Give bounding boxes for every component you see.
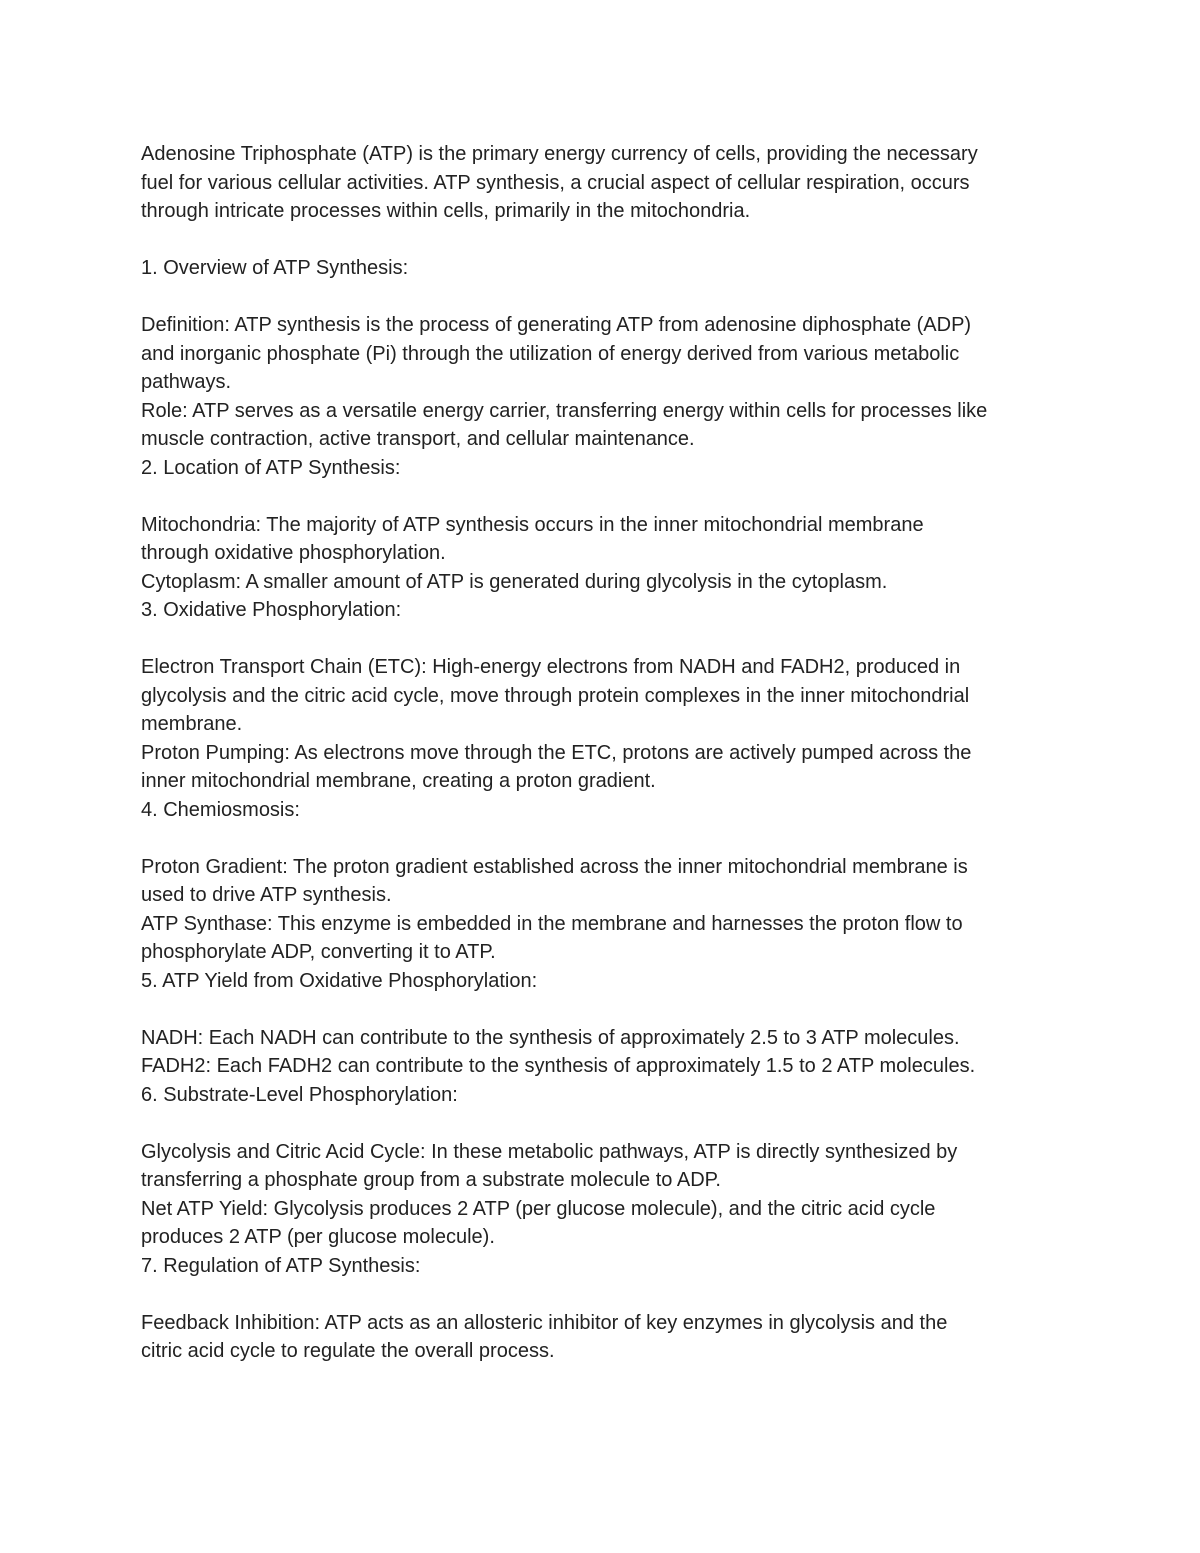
section-line: Glycolysis and Citric Acid Cycle: In these metabolic pathways, ATP is directly synthesized by — [141, 1140, 958, 1163]
section-heading: 5. ATP Yield from Oxidative Phosphorylation: — [141, 969, 538, 992]
paragraph-gap — [141, 283, 1071, 312]
intro-line: Adenosine Triphosphate (ATP) is the primary energy currency of cells, providing the necessary — [141, 143, 978, 165]
section-line: muscle contraction, active transport, and cellular maintenance. — [141, 428, 695, 450]
section-line: used to drive ATP synthesis. — [141, 884, 392, 906]
section-line: membrane. — [141, 713, 243, 735]
section-line: and inorganic phosphate (Pi) through the utilization of energy derived from various metabolic — [141, 342, 960, 365]
section-line: inner mitochondrial membrane, creating a proton gradient. — [141, 770, 656, 792]
section-line: citric acid cycle to regulate the overall process. — [141, 1340, 555, 1362]
section-line: NADH: Each NADH can contribute to the synthesis of approximately 2.5 to 3 ATP molecules. — [141, 1026, 960, 1049]
document-page — [141, 140, 1071, 1366]
section-line: ATP Synthase: This enzyme is embedded in the membrane and harnesses the proton flow to — [141, 912, 963, 935]
section-line: pathways. — [141, 371, 232, 393]
section-line: phosphorylate ADP, converting it to ATP. — [141, 941, 496, 963]
paragraph-gap — [141, 226, 1071, 255]
section-line: Definition: ATP synthesis is the process of generating ATP from adenosine diphosphate (ADP) — [141, 314, 972, 336]
section-line: Proton Pumping: As electrons move through the ETC, protons are actively pumped across the — [141, 741, 972, 764]
section-heading: 3. Oxidative Phosphorylation: — [141, 599, 402, 621]
intro-line: through intricate processes within cells, primarily in the mitochondria. — [141, 200, 751, 222]
section-line: transferring a phosphate group from a substrate molecule to ADP. — [141, 1169, 721, 1191]
section-line: Feedback Inhibition: ATP acts as an allosteric inhibitor of key enzymes in glycolysis and the — [141, 1311, 948, 1334]
section-line: produces 2 ATP (per glucose molecule). — [141, 1226, 495, 1248]
section-line: Cytoplasm: A smaller amount of ATP is generated during glycolysis in the cytoplasm. — [141, 570, 888, 593]
paragraph-gap — [141, 482, 1071, 511]
paragraph-gap — [141, 995, 1071, 1024]
section-line: Role: ATP serves as a versatile energy carrier, transferring energy within cells for processes like — [141, 399, 988, 422]
section-line: Net ATP Yield: Glycolysis produces 2 ATP (per glucose molecule), and the citric acid cycle — [141, 1197, 936, 1220]
section-line: glycolysis and the citric acid cycle, move through protein complexes in the inner mitochondrial — [141, 684, 970, 707]
intro-line: fuel for various cellular activities. ATP synthesis, a crucial aspect of cellular respiration, occurs — [141, 171, 970, 194]
paragraph-gap — [141, 824, 1071, 853]
section-line: FADH2: Each FADH2 can contribute to the synthesis of approximately 1.5 to 2 ATP molecules. — [141, 1055, 976, 1077]
section-line: Proton Gradient: The proton gradient established across the inner mitochondrial membrane is — [141, 855, 968, 878]
paragraph-gap — [141, 625, 1071, 654]
paragraph-gap — [141, 1280, 1071, 1309]
section-heading: 6. Substrate-Level Phosphorylation: — [141, 1083, 458, 1106]
section-heading: 4. Chemiosmosis: — [141, 798, 300, 821]
section-heading: 7. Regulation of ATP Synthesis: — [141, 1254, 421, 1277]
section-heading: 1. Overview of ATP Synthesis: — [141, 257, 409, 279]
section-heading: 2. Location of ATP Synthesis: — [141, 456, 401, 479]
section-line: through oxidative phosphorylation. — [141, 542, 446, 564]
paragraph-gap — [141, 1109, 1071, 1138]
section-line: Electron Transport Chain (ETC): High-energy electrons from NADH and FADH2, produced in — [141, 656, 961, 678]
intro-paragraph — [141, 140, 1071, 226]
section-line: Mitochondria: The majority of ATP synthesis occurs in the inner mitochondrial membrane — [141, 513, 924, 536]
